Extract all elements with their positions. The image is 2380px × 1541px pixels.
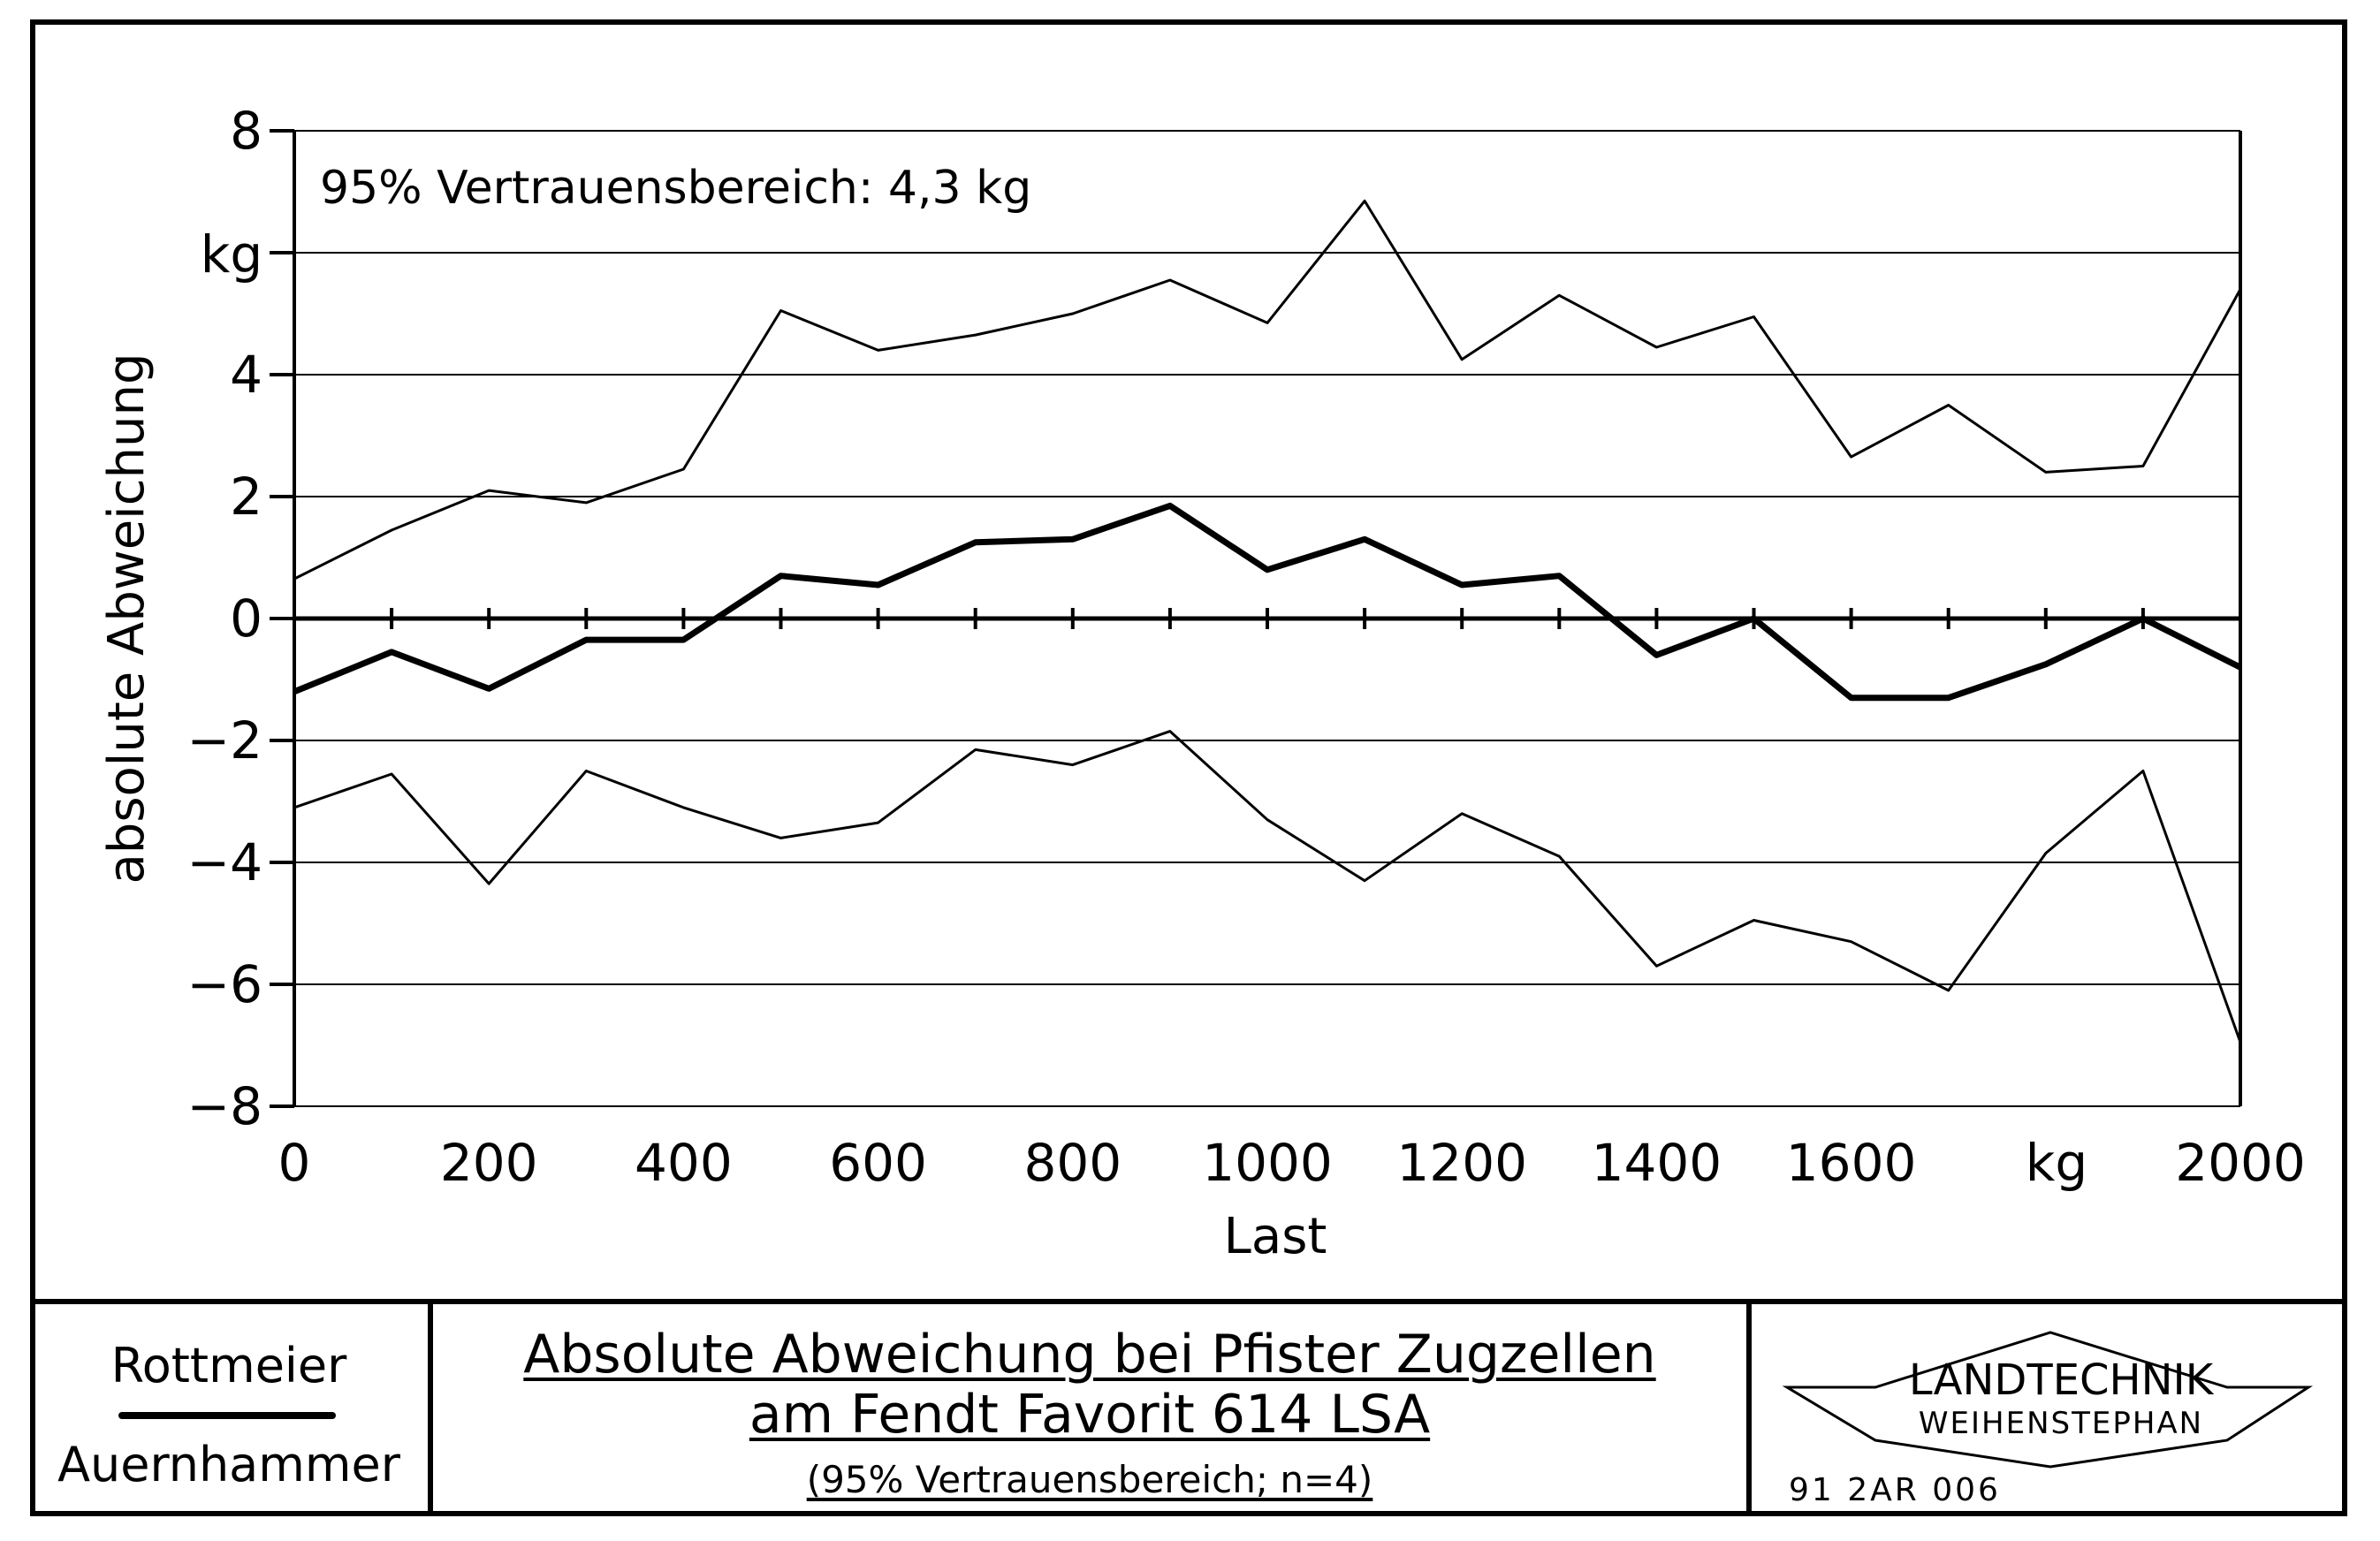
landtechnik-logo bbox=[1769, 1325, 2326, 1476]
author-name: Auernhammer bbox=[57, 1437, 400, 1492]
series-line-mean bbox=[294, 505, 2240, 697]
y-tick-label: −6 bbox=[186, 954, 262, 1014]
y-tick-label: 2 bbox=[230, 467, 262, 527]
x-tick-label: 600 bbox=[829, 1133, 927, 1193]
x-tick-label: 800 bbox=[1023, 1133, 1122, 1193]
y-tick-label: 4 bbox=[230, 345, 262, 405]
logo-subtext: WEIHENSTEPHAN bbox=[1918, 1406, 2204, 1441]
y-tick-label: −2 bbox=[186, 710, 262, 770]
y-tick-label: −8 bbox=[186, 1076, 262, 1136]
series-line-lower bbox=[294, 732, 2240, 1043]
logo-cell bbox=[1752, 1304, 2347, 1516]
title-block bbox=[30, 1299, 2347, 1516]
x-tick-label: 400 bbox=[635, 1133, 733, 1193]
tick-labels bbox=[187, 101, 2306, 1193]
chart-annotation: 95% Vertrauensbereich: 4,3 kg bbox=[320, 162, 1032, 215]
y-tick-label: 8 bbox=[230, 101, 262, 161]
figure-subtitle: (95% Vertrauensbereich; n=4) bbox=[806, 1458, 1373, 1501]
author-divider bbox=[118, 1412, 336, 1419]
series-line-upper bbox=[294, 201, 2240, 579]
authors-cell bbox=[30, 1304, 433, 1516]
y-tick-label: 0 bbox=[230, 588, 262, 649]
logo-text: LANDTECHNIK bbox=[1908, 1355, 2214, 1405]
x-tick-label: 1400 bbox=[1591, 1133, 1722, 1193]
figure-title-line2: am Fendt Favorit 614 LSA bbox=[749, 1384, 1431, 1446]
x-tick-label: 2000 bbox=[2175, 1133, 2306, 1193]
y-axis-unit: kg bbox=[200, 224, 263, 285]
y-axis-label: absolute Abweichung bbox=[98, 353, 156, 884]
y-tick-label: −4 bbox=[186, 832, 262, 892]
x-axis-unit: kg bbox=[2025, 1133, 2088, 1193]
x-tick-label: 1200 bbox=[1396, 1133, 1528, 1193]
figure-title: Absolute Abweichung bei Pfister Zugzellen bbox=[523, 1324, 1656, 1385]
x-tick-label: 1000 bbox=[1202, 1133, 1333, 1193]
title-cell bbox=[433, 1304, 1752, 1516]
x-tick-label: 0 bbox=[278, 1133, 311, 1193]
author-name: Rottmeier bbox=[110, 1338, 347, 1393]
axes bbox=[270, 131, 2240, 1106]
x-tick-label: 200 bbox=[439, 1133, 538, 1193]
x-tick-label: 1600 bbox=[1785, 1133, 1917, 1193]
x-axis-label: Last bbox=[1223, 1208, 1327, 1265]
document-code: 91 2AR 006 bbox=[1789, 1472, 2001, 1508]
